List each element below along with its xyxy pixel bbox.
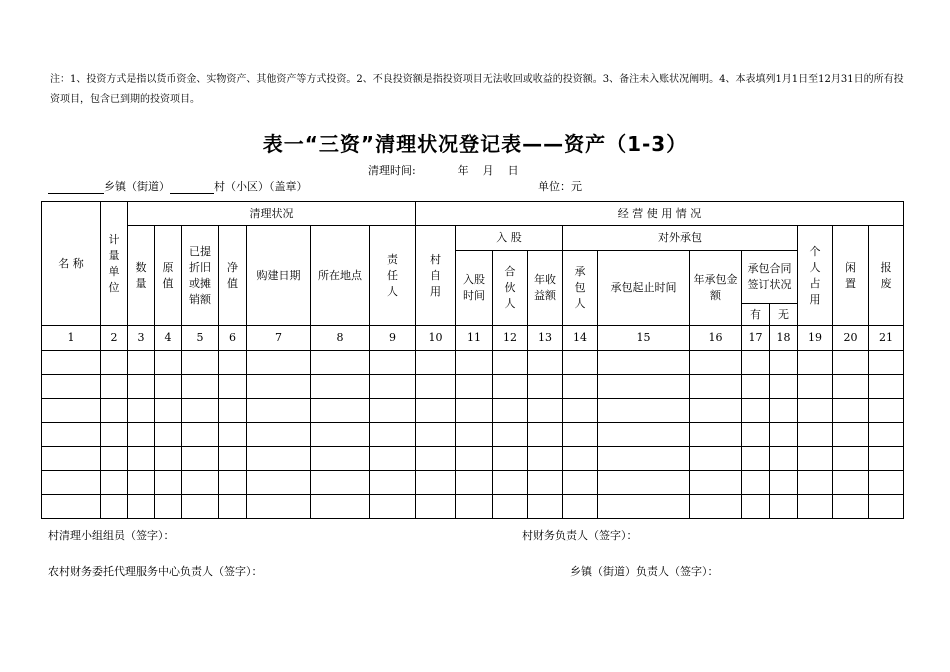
table-cell[interactable] (598, 351, 690, 375)
column-number: 7 (247, 326, 311, 351)
table-cell[interactable] (742, 471, 770, 495)
table-cell[interactable] (563, 351, 598, 375)
table-cell[interactable] (101, 399, 128, 423)
column-number: 2 (101, 326, 128, 351)
table-cell[interactable] (456, 471, 493, 495)
table-cell[interactable] (598, 375, 690, 399)
sig-town-head: 乡镇（街道）负责人（签字）： (570, 565, 719, 578)
table-cell[interactable] (311, 399, 370, 423)
column-number: 19 (798, 326, 833, 351)
table-cell[interactable] (690, 495, 742, 519)
table-cell[interactable] (798, 447, 833, 471)
table-cell[interactable] (528, 471, 563, 495)
table-cell[interactable] (798, 375, 833, 399)
table-cell[interactable] (528, 423, 563, 447)
table-cell[interactable] (493, 471, 528, 495)
number-row (42, 326, 904, 351)
column-number: 13 (528, 326, 563, 351)
col-date: 购建日期 (247, 226, 311, 326)
table-cell[interactable] (219, 399, 247, 423)
column-number: 18 (770, 326, 798, 351)
table-cell[interactable] (101, 447, 128, 471)
table-cell[interactable] (563, 447, 598, 471)
table-cell[interactable] (528, 495, 563, 519)
column-number: 9 (370, 326, 416, 351)
table-cell[interactable] (456, 399, 493, 423)
table-cell[interactable] (493, 447, 528, 471)
village-blank (170, 181, 214, 194)
table-cell[interactable] (869, 399, 904, 423)
table-cell[interactable] (456, 423, 493, 447)
sig-group-member: 村清理小组组员（签字）： (48, 529, 175, 542)
col-loc: 所在地点 (311, 226, 370, 326)
table-cell[interactable] (563, 375, 598, 399)
table-cell[interactable] (370, 447, 416, 471)
table-cell[interactable] (528, 399, 563, 423)
table-cell[interactable] (742, 351, 770, 375)
sig-finance: 村财务负责人（签字）： (522, 529, 638, 542)
table-cell[interactable] (598, 423, 690, 447)
col-share-time: 入股时间 (456, 251, 493, 326)
table-cell[interactable] (101, 375, 128, 399)
col-contract-status: 承包合同签订状况 (742, 251, 798, 304)
column-number: 21 (869, 326, 904, 351)
table-cell[interactable] (311, 351, 370, 375)
table-cell[interactable] (416, 351, 456, 375)
table-cell[interactable] (247, 375, 311, 399)
col-orig: 原值 (155, 226, 182, 326)
table-cell[interactable] (416, 375, 456, 399)
table-cell[interactable] (742, 495, 770, 519)
col-depr: 已提折旧或摊销额 (182, 226, 219, 326)
column-number: 5 (182, 326, 219, 351)
table-cell[interactable] (247, 447, 311, 471)
table-cell[interactable] (770, 423, 798, 447)
unit-label: 单位：元 (538, 180, 582, 193)
table-row (42, 399, 904, 423)
unit-line (48, 178, 308, 194)
table-cell[interactable] (563, 399, 598, 423)
table-cell[interactable] (219, 471, 247, 495)
table-cell[interactable] (869, 351, 904, 375)
table-cell[interactable] (690, 375, 742, 399)
table-cell[interactable] (528, 375, 563, 399)
table-cell[interactable] (182, 399, 219, 423)
table-cell[interactable] (42, 495, 101, 519)
column-number: 12 (493, 326, 528, 351)
table-cell[interactable] (869, 471, 904, 495)
table-cell[interactable] (833, 447, 869, 471)
table-cell[interactable] (101, 471, 128, 495)
table-cell[interactable] (598, 447, 690, 471)
clean-time-line: 清理时间: 年 月 日 (368, 164, 519, 177)
table-cell[interactable] (833, 495, 869, 519)
table-cell[interactable] (690, 423, 742, 447)
col-qty: 数量 (128, 226, 155, 326)
table-cell[interactable] (770, 399, 798, 423)
col-period: 承包起止时间 (598, 251, 690, 326)
table-cell[interactable] (528, 447, 563, 471)
note-text: 注：1、投资方式是指以货币资金、实物资产、其他资产等方式投资。2、不良投资额是指投资项目无法收回或收益的投资额。3、备注未入账状况阐明。4、本表填列1月1日至12月31日的所有投资项目，包含已到期的投资项目。 (50, 74, 904, 105)
table-cell[interactable] (563, 495, 598, 519)
table-cell[interactable] (128, 423, 155, 447)
table-cell[interactable] (456, 447, 493, 471)
table-row (42, 375, 904, 399)
table-cell[interactable] (155, 447, 182, 471)
asset-table (41, 201, 904, 519)
table-cell[interactable] (311, 423, 370, 447)
table-cell[interactable] (770, 375, 798, 399)
table-cell[interactable] (798, 399, 833, 423)
table-cell[interactable] (798, 471, 833, 495)
table-cell[interactable] (128, 495, 155, 519)
table-cell[interactable] (311, 471, 370, 495)
table-cell[interactable] (690, 351, 742, 375)
col-personal: 个人占用 (798, 226, 833, 326)
col-net: 净值 (219, 226, 247, 326)
table-cell[interactable] (798, 351, 833, 375)
table-cell[interactable] (247, 495, 311, 519)
column-number: 1 (42, 326, 101, 351)
table-cell[interactable] (563, 423, 598, 447)
col-yes: 有 (742, 304, 770, 326)
table-cell[interactable] (219, 447, 247, 471)
col-partner: 合伙人 (493, 251, 528, 326)
column-number: 20 (833, 326, 869, 351)
col-no: 无 (770, 304, 798, 326)
table-cell[interactable] (370, 399, 416, 423)
table-cell[interactable] (493, 399, 528, 423)
table-cell[interactable] (690, 399, 742, 423)
table-cell[interactable] (742, 423, 770, 447)
table-cell[interactable] (128, 399, 155, 423)
table-cell[interactable] (493, 495, 528, 519)
table-cell[interactable] (833, 471, 869, 495)
table-cell[interactable] (128, 351, 155, 375)
table-cell[interactable] (155, 495, 182, 519)
table-cell[interactable] (155, 351, 182, 375)
table-cell[interactable] (155, 399, 182, 423)
table-cell[interactable] (311, 495, 370, 519)
column-number: 4 (155, 326, 182, 351)
table-cell[interactable] (182, 447, 219, 471)
table-cell[interactable] (42, 447, 101, 471)
table-cell[interactable] (416, 471, 456, 495)
table-cell[interactable] (770, 471, 798, 495)
table-cell[interactable] (598, 495, 690, 519)
table-cell[interactable] (370, 495, 416, 519)
table-cell[interactable] (742, 447, 770, 471)
table-cell[interactable] (416, 423, 456, 447)
table-cell[interactable] (155, 423, 182, 447)
table-cell[interactable] (869, 423, 904, 447)
table-cell[interactable] (742, 375, 770, 399)
table-cell[interactable] (182, 375, 219, 399)
page-title: 表一“三资”清理状况登记表——资产（1-3） (262, 132, 688, 156)
table-cell[interactable] (598, 471, 690, 495)
col-resp: 责任人 (370, 226, 416, 326)
table-cell[interactable] (456, 375, 493, 399)
table-cell[interactable] (833, 399, 869, 423)
table-cell[interactable] (869, 447, 904, 471)
village-label: 村（小区）（盖章） (214, 180, 308, 193)
table-cell[interactable] (798, 495, 833, 519)
table-cell[interactable] (493, 351, 528, 375)
group-clean: 清理状况 (128, 202, 416, 226)
col-name: 名 称 (42, 202, 101, 326)
table-cell[interactable] (770, 351, 798, 375)
table-cell[interactable] (182, 471, 219, 495)
col-unit: 计量单位 (101, 202, 128, 326)
table-cell[interactable] (42, 375, 101, 399)
column-number: 8 (311, 326, 370, 351)
table-cell[interactable] (742, 399, 770, 423)
table-cell[interactable] (42, 471, 101, 495)
table-cell[interactable] (456, 351, 493, 375)
col-contractor: 承包人 (563, 251, 598, 326)
column-number: 15 (598, 326, 690, 351)
table-cell[interactable] (690, 471, 742, 495)
table-cell[interactable] (101, 423, 128, 447)
table-cell[interactable] (128, 375, 155, 399)
table-cell[interactable] (247, 399, 311, 423)
table-cell[interactable] (416, 447, 456, 471)
group-contract: 对外承包 (563, 226, 798, 251)
table-cell[interactable] (128, 447, 155, 471)
table-row (42, 471, 904, 495)
table-cell[interactable] (247, 471, 311, 495)
table-cell[interactable] (598, 399, 690, 423)
table-cell[interactable] (42, 399, 101, 423)
group-use: 经 营 使 用 情 况 (416, 202, 904, 226)
table-cell[interactable] (247, 351, 311, 375)
table-cell[interactable] (182, 495, 219, 519)
table-cell[interactable] (798, 423, 833, 447)
table-row (42, 351, 904, 375)
table-cell[interactable] (219, 375, 247, 399)
table-cell[interactable] (833, 351, 869, 375)
header-row-1 (42, 202, 904, 226)
table-cell[interactable] (370, 351, 416, 375)
table-cell[interactable] (456, 495, 493, 519)
column-number: 17 (742, 326, 770, 351)
header-row-2 (42, 226, 904, 251)
table-cell[interactable] (101, 495, 128, 519)
table-cell[interactable] (101, 351, 128, 375)
column-number: 11 (456, 326, 493, 351)
table-cell[interactable] (219, 351, 247, 375)
table-cell[interactable] (528, 351, 563, 375)
table-cell[interactable] (182, 423, 219, 447)
table-cell[interactable] (42, 351, 101, 375)
column-number: 16 (690, 326, 742, 351)
col-annual-income: 年收益额 (528, 251, 563, 326)
column-number: 3 (128, 326, 155, 351)
group-share: 入 股 (456, 226, 563, 251)
table-cell[interactable] (416, 495, 456, 519)
table-cell[interactable] (869, 495, 904, 519)
town-label: 乡镇（街道） (104, 180, 170, 193)
table-cell[interactable] (416, 399, 456, 423)
sig-center: 农村财务委托代理服务中心负责人（签字）： (48, 565, 263, 578)
table-row (42, 495, 904, 519)
table-cell[interactable] (833, 423, 869, 447)
table-cell[interactable] (370, 471, 416, 495)
table-cell[interactable] (370, 375, 416, 399)
table-cell[interactable] (155, 471, 182, 495)
table-cell[interactable] (42, 423, 101, 447)
col-scrap: 报废 (869, 226, 904, 326)
col-amount: 年承包金额 (690, 251, 742, 326)
col-self: 村自用 (416, 226, 456, 326)
table-cell[interactable] (770, 495, 798, 519)
table-cell[interactable] (690, 447, 742, 471)
table-cell[interactable] (493, 423, 528, 447)
column-number: 6 (219, 326, 247, 351)
table-cell[interactable] (219, 495, 247, 519)
table-cell[interactable] (493, 375, 528, 399)
table-cell[interactable] (128, 471, 155, 495)
table-cell[interactable] (155, 375, 182, 399)
table-cell[interactable] (770, 447, 798, 471)
table-cell[interactable] (182, 351, 219, 375)
table-cell[interactable] (311, 447, 370, 471)
town-blank (48, 181, 104, 194)
table-row (42, 447, 904, 471)
table-cell[interactable] (563, 471, 598, 495)
column-number: 10 (416, 326, 456, 351)
table-cell[interactable] (370, 423, 416, 447)
table-cell[interactable] (833, 375, 869, 399)
col-idle: 闲置 (833, 226, 869, 326)
table-cell[interactable] (311, 375, 370, 399)
table-row (42, 423, 904, 447)
table-cell[interactable] (247, 423, 311, 447)
column-number: 14 (563, 326, 598, 351)
table-cell[interactable] (869, 375, 904, 399)
table-cell[interactable] (219, 423, 247, 447)
